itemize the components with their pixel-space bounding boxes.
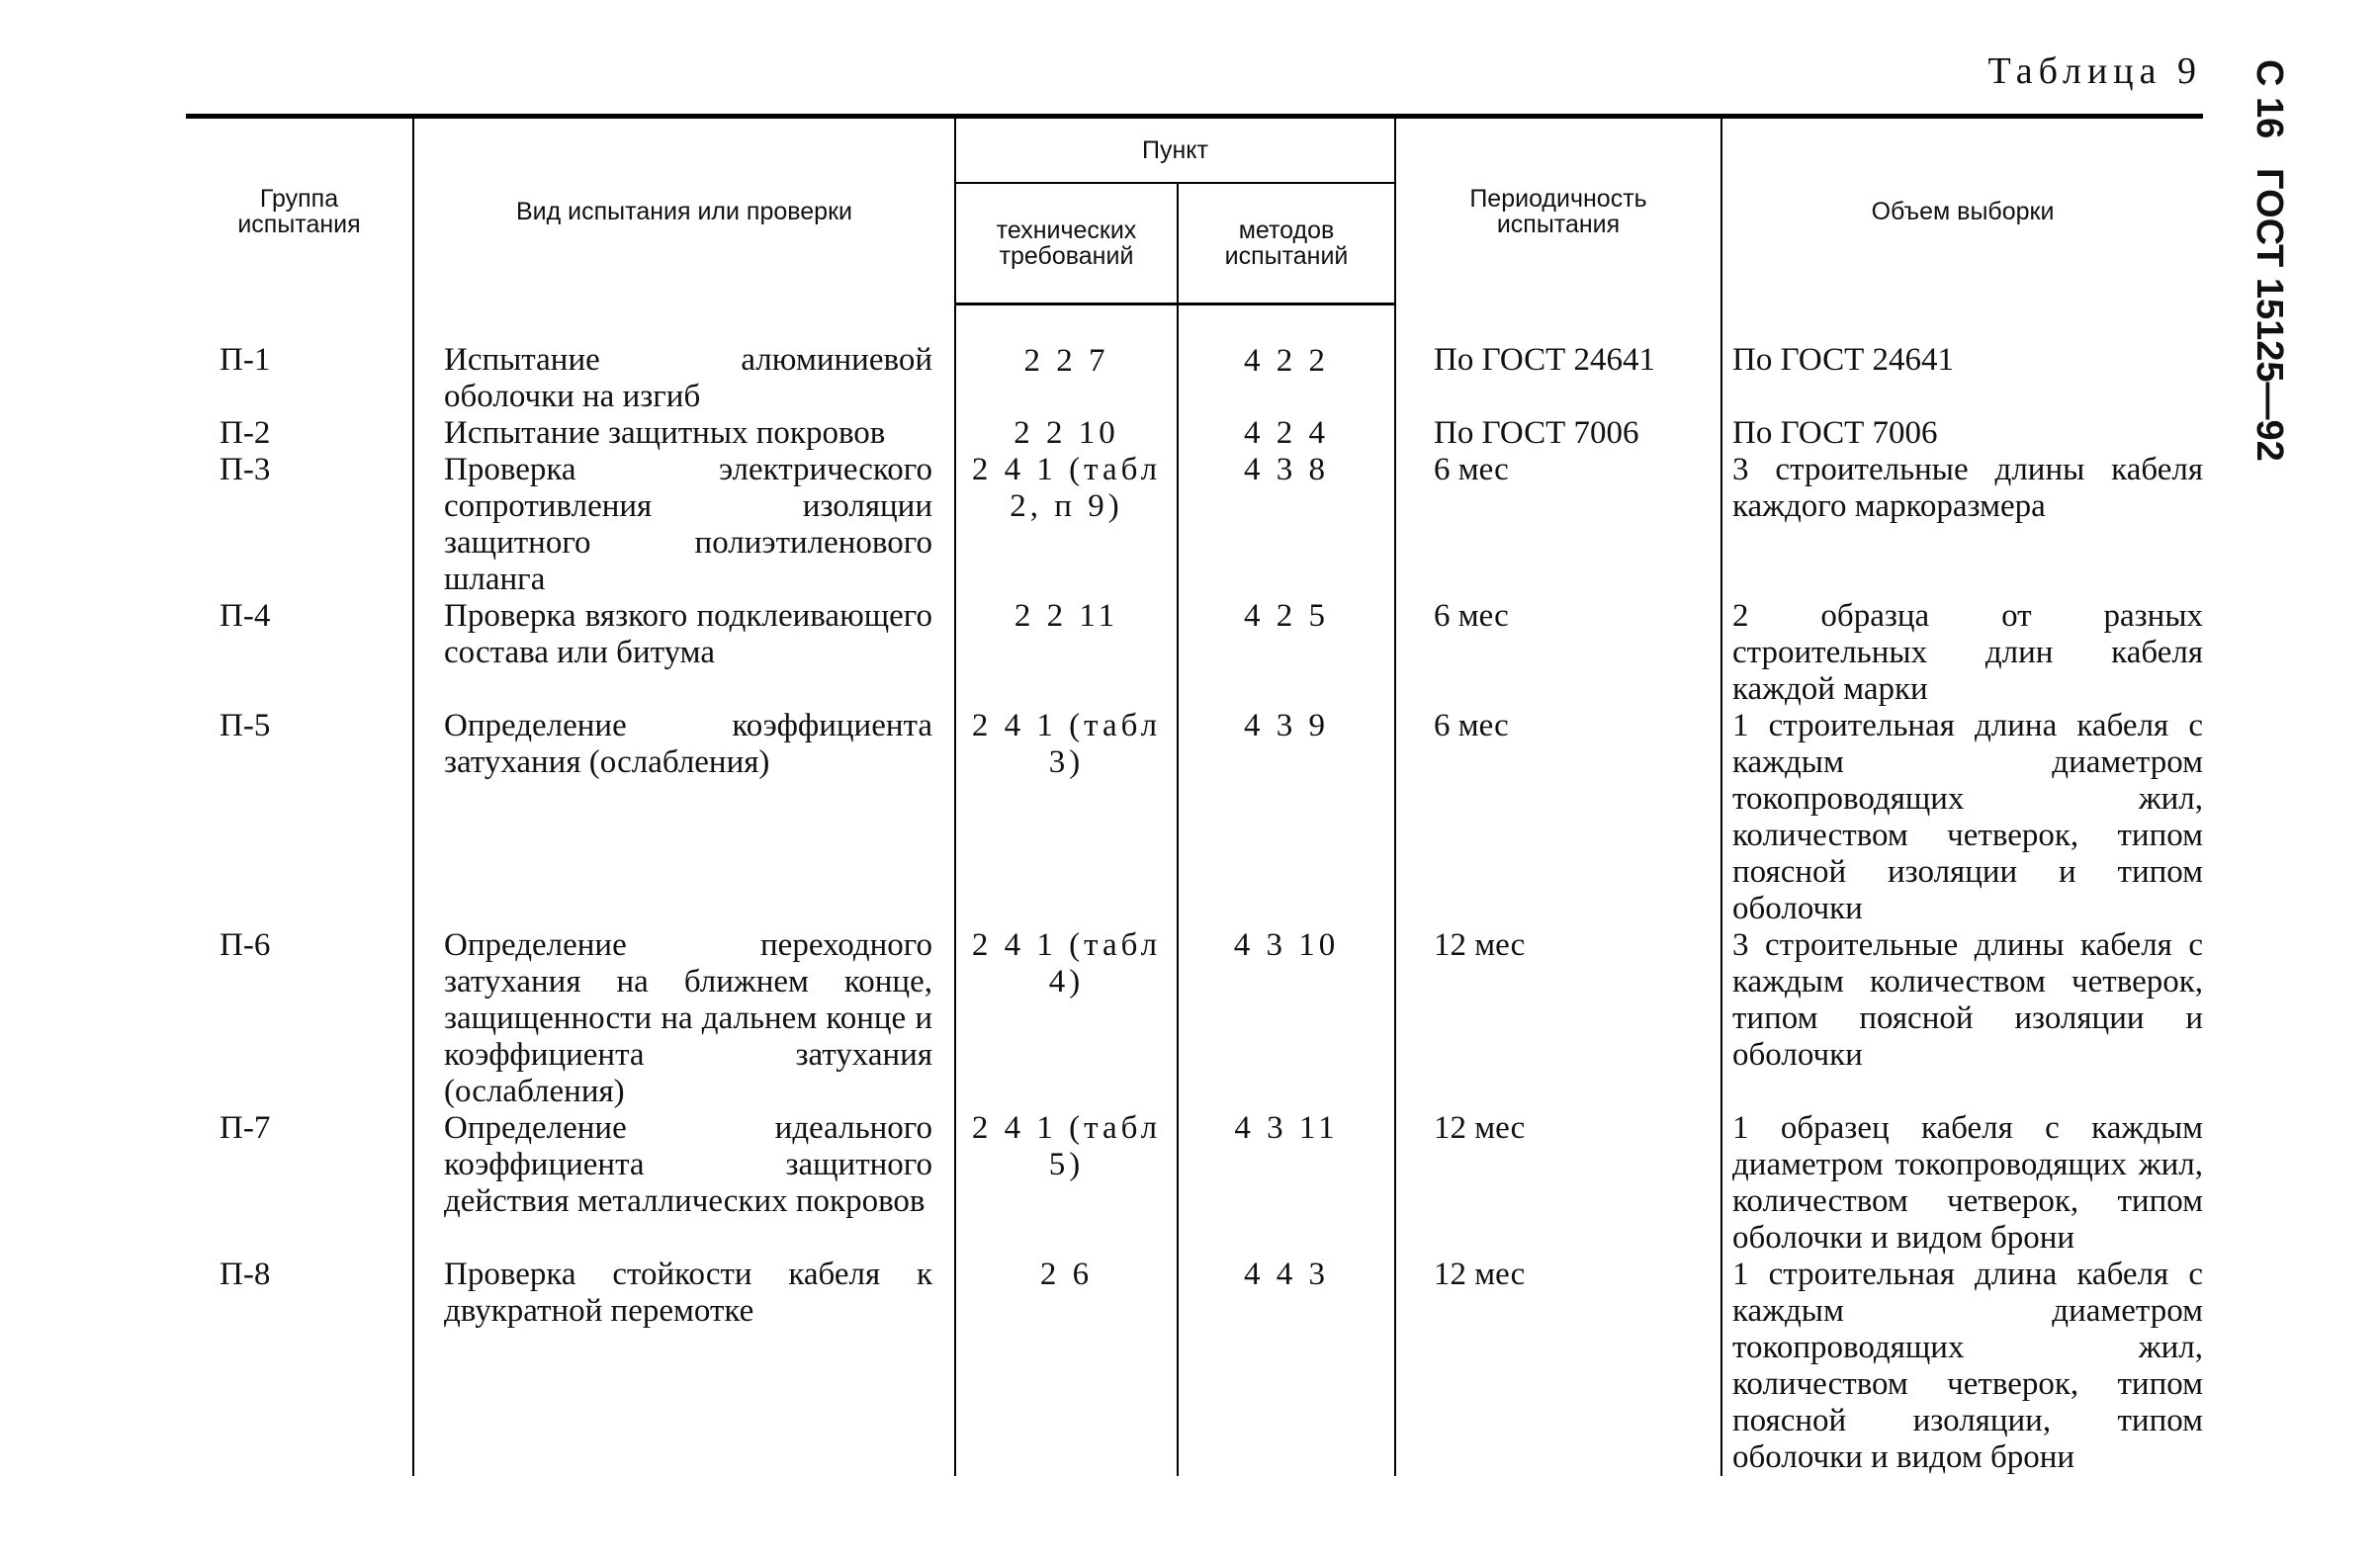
cell-group: П-7 bbox=[220, 1109, 271, 1146]
cell-tech: 2 2 7 bbox=[955, 304, 1178, 415]
side-header bbox=[2240, 59, 2299, 514]
table-row bbox=[186, 1110, 2203, 1257]
cell-tech: 2 4 1 (табл 4) bbox=[955, 927, 1178, 1110]
cell-tech: 2 2 10 bbox=[955, 415, 1178, 452]
test-schedule-table bbox=[186, 114, 2203, 1476]
cell-sample: 1 образец кабеля с каждым диаметром токопроводящих жил, количеством четверок, типом оболочки и видом брони bbox=[1721, 1110, 2203, 1257]
cell-tech: 2 4 1 (табл 5) bbox=[955, 1110, 1178, 1257]
col-kind-header: Вид испытания или проверки bbox=[413, 117, 955, 304]
cell-period: 6 мес bbox=[1395, 598, 1721, 708]
cell-period: 12 мес bbox=[1395, 1257, 1721, 1476]
col-punkt-header: Пункт bbox=[955, 117, 1395, 184]
cell-methods: 4 4 3 bbox=[1178, 1257, 1395, 1476]
cell-kind: Определение идеального коэффициента защитного действия металлических покровов bbox=[413, 1110, 955, 1257]
cell-kind: Испытание алюминиевой оболочки на изгиб bbox=[413, 304, 955, 415]
cell-sample: По ГОСТ 24641 bbox=[1721, 304, 2203, 415]
header-row bbox=[186, 117, 2203, 184]
cell-tech: 2 6 bbox=[955, 1257, 1178, 1476]
table-number: Таблица 9 bbox=[1987, 50, 2202, 92]
table-row bbox=[186, 598, 2203, 708]
cell-sample: 3 строительные длины кабеля каждого маркоразмера bbox=[1721, 452, 2203, 598]
cell-group: П-3 bbox=[220, 451, 271, 487]
table-row bbox=[186, 304, 2203, 415]
cell-sample: 1 строительная длина кабеля с каждым диаметром токопроводящих жил, количеством четверок, типом поясной изоляции и типом оболочки bbox=[1721, 708, 2203, 927]
col-tech-header: технических требований bbox=[955, 183, 1178, 304]
cell-kind: Испытание защитных покровов bbox=[413, 415, 955, 452]
table-row bbox=[186, 452, 2203, 598]
col-period-header: Периодичность испытания bbox=[1395, 117, 1721, 304]
cell-kind: Проверка электрического сопротивления изоляции защитного полиэтиленового шланга bbox=[413, 452, 955, 598]
cell-period: 6 мес bbox=[1395, 452, 1721, 598]
cell-group: П-1 bbox=[220, 341, 271, 378]
table-row bbox=[186, 927, 2203, 1110]
cell-group: П-8 bbox=[220, 1256, 271, 1292]
col-sample-header: Объем выборки bbox=[1721, 117, 2203, 304]
cell-sample: 3 строительные длины кабеля с каждым количеством четверок, типом поясной изоляции и оболочки bbox=[1721, 927, 2203, 1110]
cell-methods: 4 3 9 bbox=[1178, 708, 1395, 927]
side-page-number: С 16 bbox=[2248, 59, 2290, 139]
cell-methods: 4 3 10 bbox=[1178, 927, 1395, 1110]
cell-kind: Определение переходного затухания на ближнем конце, защищенности на дальнем конце и коэффициента затухания (ослабления) bbox=[413, 927, 955, 1110]
cell-group: П-5 bbox=[220, 707, 271, 743]
cell-kind: Определение коэффициента затухания (ослабления) bbox=[413, 708, 955, 927]
cell-methods: 4 3 8 bbox=[1178, 452, 1395, 598]
cell-period: По ГОСТ 7006 bbox=[1395, 415, 1721, 452]
cell-kind: Проверка вязкого подклеивающего состава или битума bbox=[413, 598, 955, 708]
cell-tech: 2 4 1 (табл 2, п 9) bbox=[955, 452, 1178, 598]
table-row bbox=[186, 415, 2203, 452]
cell-period: 12 мес bbox=[1395, 1110, 1721, 1257]
table-row bbox=[186, 708, 2203, 927]
cell-period: 6 мес bbox=[1395, 708, 1721, 927]
cell-methods: 4 2 2 bbox=[1178, 304, 1395, 415]
cell-tech: 2 2 11 bbox=[955, 598, 1178, 708]
cell-period: 12 мес bbox=[1395, 927, 1721, 1110]
cell-methods: 4 3 11 bbox=[1178, 1110, 1395, 1257]
cell-group: П-2 bbox=[220, 414, 271, 451]
cell-sample: 1 строительная длина кабеля с каждым диаметром токопроводящих жил, количеством четверок, типом поясной изоляции, типом оболочки и видом брони bbox=[1721, 1257, 2203, 1476]
cell-group: П-4 bbox=[220, 597, 271, 634]
cell-group: П-6 bbox=[220, 926, 271, 963]
table-row bbox=[186, 1257, 2203, 1476]
cell-period: По ГОСТ 24641 bbox=[1395, 304, 1721, 415]
col-group-header: Группа испытания bbox=[237, 184, 361, 238]
cell-kind: Проверка стойкости кабеля к двукратной перемотке bbox=[413, 1257, 955, 1476]
cell-methods: 4 2 5 bbox=[1178, 598, 1395, 708]
cell-sample: По ГОСТ 7006 bbox=[1721, 415, 2203, 452]
side-standard-code: ГОСТ 15125—92 bbox=[2248, 168, 2290, 463]
cell-tech: 2 4 1 (табл 3) bbox=[955, 708, 1178, 927]
cell-sample: 2 образца от разных строительных длин кабеля каждой марки bbox=[1721, 598, 2203, 708]
col-methods-header: методов испытаний bbox=[1178, 183, 1395, 304]
cell-methods: 4 2 4 bbox=[1178, 415, 1395, 452]
